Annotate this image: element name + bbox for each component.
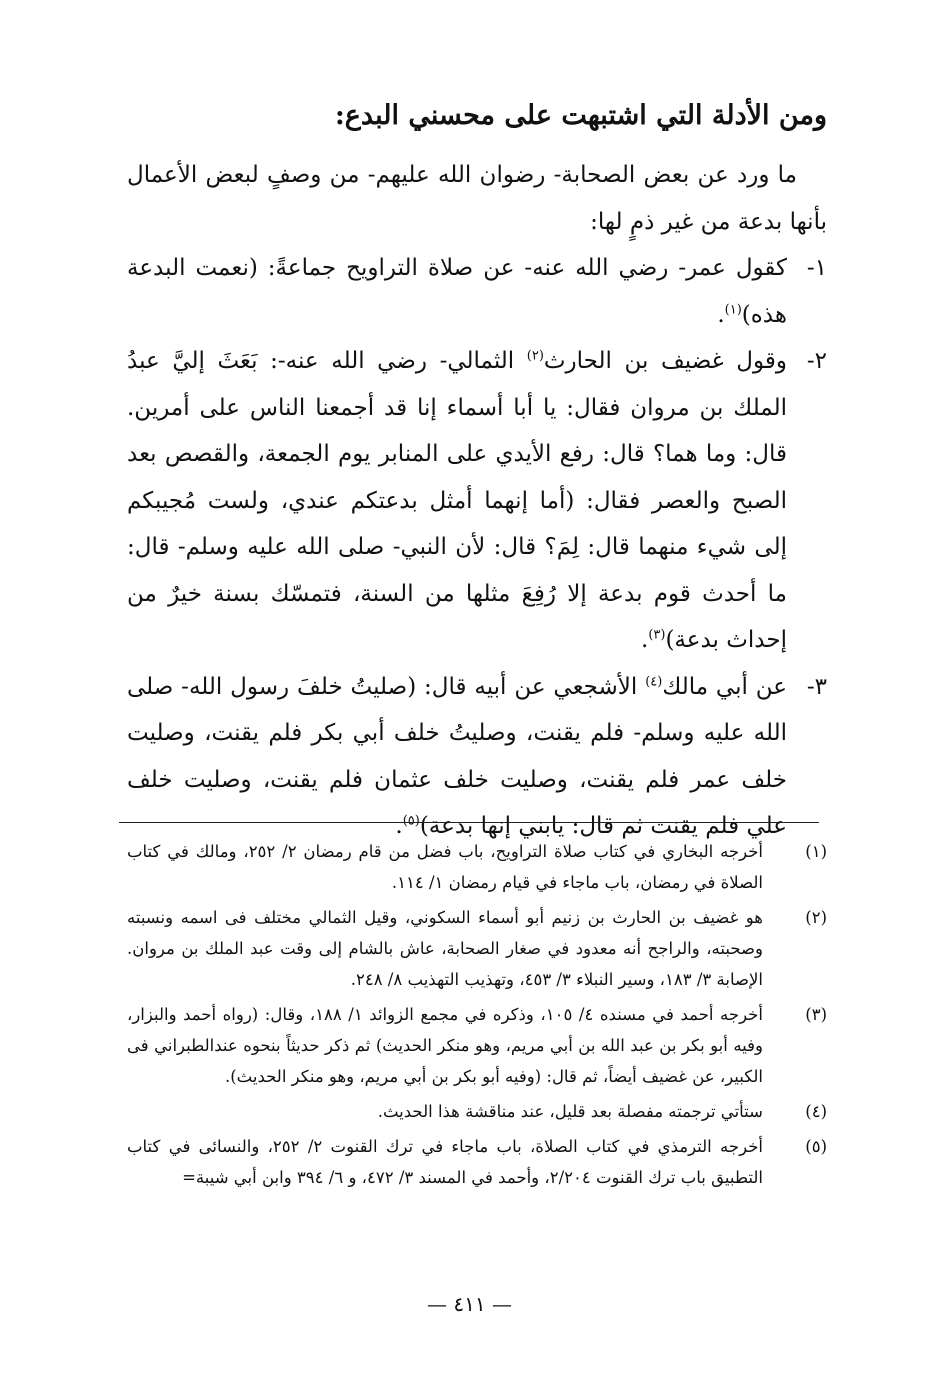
footnote-ref-1[interactable]: (١): [724, 301, 742, 317]
footnote-text: أخرجه أحمد في مسنده ٤/ ١٠٥، وذكره في مجمع الزوائد ١/ ١٨٨، وقال: (رواه أحمد والبزار، وفيه أبو بكر بن عبد الله بن أبي مريم، وهو منكر الحديث) ثم ذكر حديثاً بنحوه عندالطبراني فى الكبير، عن غضيف أيضاً، ثم قال: (وفيه أبو بكر بن أبي مريم، وهو منكر الحديث).: [127, 1005, 763, 1086]
page-number: — ٤١١ —: [427, 1292, 512, 1316]
footnote-text: أخرجه الترمذي في كتاب الصلاة، باب ماجاء في ترك القنوت ٢/ ٢٥٢، والنسائى في كتاب التطبيق باب ترك القنوت ٢/٢٠٤، وأحمد في المسند ٣/ ٤٧٢، و ٦/ ٣٩٤ وابن أبي شيبة=: [127, 1137, 763, 1187]
footnote-number: (٣): [805, 1005, 827, 1024]
item-text-segment: عن أبي مالك: [662, 673, 787, 700]
list-item-number: ١-: [806, 255, 827, 281]
main-text: [127, 152, 827, 850]
list-item-text: [127, 338, 787, 664]
footnote-1: [127, 836, 827, 898]
item-text-segment: .: [641, 627, 649, 653]
item-text-segment: وقول غضيف بن الحارث: [543, 348, 787, 374]
footnote-4: [127, 1096, 827, 1127]
footnote-text: ستأتي ترجمته مفصلة بعد قليل، عند مناقشة هذا الحديث.: [377, 1102, 763, 1121]
footnote-ref-3[interactable]: (٣): [648, 627, 666, 643]
footnote-number: (٤): [805, 1102, 827, 1121]
footnote-number: (٥): [805, 1137, 827, 1156]
footnote-3: [127, 999, 827, 1092]
footnote-text: أخرجه البخاري في كتاب صلاة التراويح، باب فضل من قام رمضان ٢/ ٢٥٢، ومالك في كتاب الصلاة في رمضان، باب ماجاء في قيام رمضان ١/ ١١٤.: [127, 842, 763, 892]
intro-paragraph: ما ورد عن بعض الصحابة- رضوان الله عليهم- من وصفٍ لبعض الأعمال بأنها بدعة من غير ذمٍ لها:: [127, 162, 827, 235]
footnote-5: [127, 1131, 827, 1193]
item-text-segment: الثمالي- رضي الله عنه-: بَعَثَ إليَّ عبدُ الملك بن مروان فقال: يا أبا أسماء إنا قد أجمعنا الناس على أمرين. قال: وما هما؟ قال: رفع الأيدي على المنابر يوم الجمعة، والقصص بعد الصبح والعصر فقال: (أما إنهما أمثل بدعتكم عندي، ولست مُجيبكم إلى شيء منهما قال: لِمَ؟ قال: لأن النبي- صلى الله عليه وسلم- قال: ما أحدث قوم بدعة إلا رُفِعَ مثلها من السنة، فتمسّك بسنة خيرٌ من إحداث بدعة): [127, 348, 787, 653]
footnotes: [127, 836, 827, 1197]
footnote-number: (١): [805, 842, 827, 861]
item-text-segment: .: [395, 813, 403, 839]
footnote-ref-2[interactable]: (٢): [526, 348, 544, 364]
section-heading: ومن الأدلة التي اشتبهت على محسني البدع:: [334, 100, 827, 131]
item-text-segment: الأشجعي عن أبيه قال: (صليتُ خلفَ رسول الله- صلى الله عليه وسلم- فلم يقنت، وصليتُ خلف أبي بكر فلم يقنت، وصليت خلف عمر فلم يقنت، وصليت خلف عثمان فلم يقنت، وصليت خلف علي فلم يقنت ثم قال: يابني إنها بدعة): [127, 673, 787, 839]
list-item-1: [127, 245, 827, 338]
footnote-text: هو غضيف بن الحارث بن زنيم أبو أسماء السكوني، وقيل الثمالي مختلف فى اسمه ونسبته وصحبته، والراجح أنه معدود في صغار الصحابة، عاش بالشام إلى وقت عبد الملك بن مروان. الإصابة ٣/ ١٨٣، وسير النبلاء ٣/ ٤٥٣، وتهذيب التهذيب ٨/ ٢٤٨.: [127, 908, 763, 989]
footnote-number: (٢): [805, 908, 827, 927]
item-text-segment: كقول عمر- رضي الله عنه- عن صلاة التراويح جماعةً: (نعمت البدعة هذه): [127, 255, 787, 328]
footnote-ref-4[interactable]: (٤): [645, 673, 663, 689]
footnote-ref-5[interactable]: (٥): [402, 813, 420, 829]
list-item-text: [127, 245, 787, 338]
list-item-2: [127, 338, 827, 664]
footnote-2: [127, 902, 827, 995]
item-text-segment: .: [717, 301, 725, 328]
footnote-divider: [119, 822, 819, 823]
list-item-number: ٢-: [806, 348, 827, 374]
list-item-number: ٣-: [806, 673, 827, 700]
